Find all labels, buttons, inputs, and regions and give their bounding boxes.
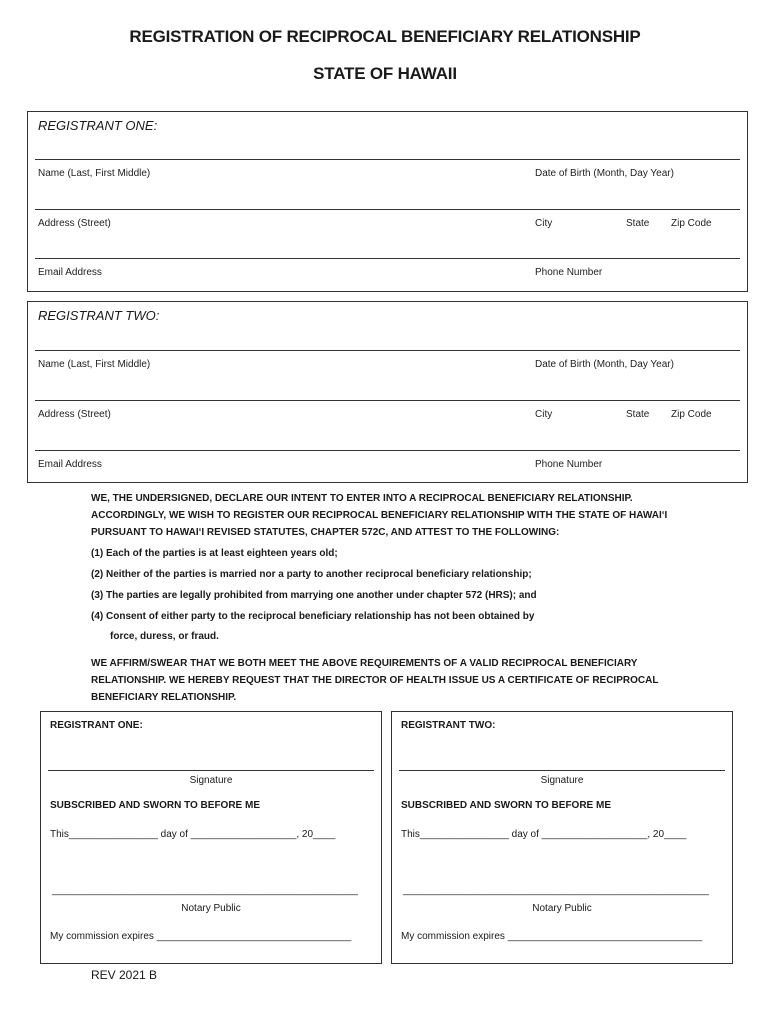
date-line[interactable]: This________________ day of ___________________, 20____ [401,829,687,840]
email-label: Email Address [38,267,102,278]
commission-expires[interactable]: My commission expires ___________________________________ [50,931,352,942]
form-title: REGISTRATION OF RECIPROCAL BENEFICIARY RELATIONSHIP [129,27,641,46]
signature-label: Signature [189,775,233,786]
address-label: Address (Street) [38,409,111,420]
registrant-one-box [27,111,748,292]
requirement-1: (1) Each of the parties is at least eighteen years old; [91,548,338,559]
address-field-line[interactable] [35,400,740,401]
email-field-line[interactable] [35,258,740,259]
city-label: City [535,409,553,420]
requirement-3: (3) The parties are legally prohibited from marrying one another under chapter 572 (HRS); and [91,590,537,601]
notary-box-two [391,711,733,964]
notary-box-one [40,711,382,964]
registrant-two-heading: REGISTRANT TWO: [38,308,160,323]
email-field-line[interactable] [35,450,740,451]
notary-public-label: Notary Public [181,903,241,914]
name-label: Name (Last, First Middle) [38,359,151,370]
email-label: Email Address [38,459,102,470]
name-field-line[interactable] [35,350,740,351]
form-subtitle: STATE OF HAWAII [313,64,457,83]
notary-signature-line[interactable]: _______________________________________________________ [403,885,709,896]
requirement-2: (2) Neither of the parties is married nor a party to another reciprocal beneficiary relationship; [91,569,532,580]
name-field-line[interactable] [35,159,740,160]
state-label: State [626,409,650,420]
signature-line[interactable] [48,770,374,771]
signature-line[interactable] [399,770,725,771]
state-label: State [626,218,650,229]
notary-public-label: Notary Public [532,903,592,914]
zip-label: Zip Code [671,218,712,229]
phone-label: Phone Number [535,267,603,278]
sworn-statement: SUBSCRIBED AND SWORN TO BEFORE ME [401,800,612,811]
commission-expires[interactable]: My commission expires ___________________________________ [401,931,703,942]
address-field-line[interactable] [35,209,740,210]
zip-label: Zip Code [671,409,712,420]
affirmation: WE AFFIRM/SWEAR THAT WE BOTH MEET THE ABOVE REQUIREMENTS OF A VALID RECIPROCAL BENEFICIARY RELATIONSHIP. WE HEREBY REQUEST THAT THE DIRECTOR OF HEALTH ISSUE US A CERTIFICATE OF RECIPROCAL BENEFICIARY RELATIONSHIP. [91,658,659,703]
notary-signature-line[interactable]: _______________________________________________________ [52,885,358,896]
name-label: Name (Last, First Middle) [38,168,151,179]
declaration-intro: WE, THE UNDERSIGNED, DECLARE OUR INTENT TO ENTER INTO A RECIPROCAL BENEFICIARY RELATIONSHIP. ACCORDINGLY, WE WISH TO REGISTER OUR RECIPROCAL BENEFICIARY RELATIONSHIP WITH THE STATE OF HAWAI‘I PURSUANT TO HAWAI‘I REVISED STATUTES, CHAPTER 572C, AND ATTEST TO THE FOLLOWING: [91,493,668,538]
notary-one-heading: REGISTRANT ONE: [50,720,143,731]
registrant-one-heading: REGISTRANT ONE: [38,118,158,133]
requirement-4: (4) Consent of either party to the reciprocal beneficiary relationship has not been obtained by [91,611,535,622]
phone-label: Phone Number [535,459,603,470]
registrant-two-box [27,301,748,483]
notary-two-heading: REGISTRANT TWO: [401,720,496,731]
date-line[interactable]: This________________ day of ___________________, 20____ [50,829,336,840]
address-label: Address (Street) [38,218,111,229]
signature-label: Signature [540,775,584,786]
dob-label: Date of Birth (Month, Day Year) [535,168,674,179]
dob-label: Date of Birth (Month, Day Year) [535,359,674,370]
revision-label: REV 2021 B [91,968,158,982]
sworn-statement: SUBSCRIBED AND SWORN TO BEFORE ME [50,800,261,811]
requirement-4-continued: force, duress, or fraud. [110,631,219,642]
city-label: City [535,218,553,229]
